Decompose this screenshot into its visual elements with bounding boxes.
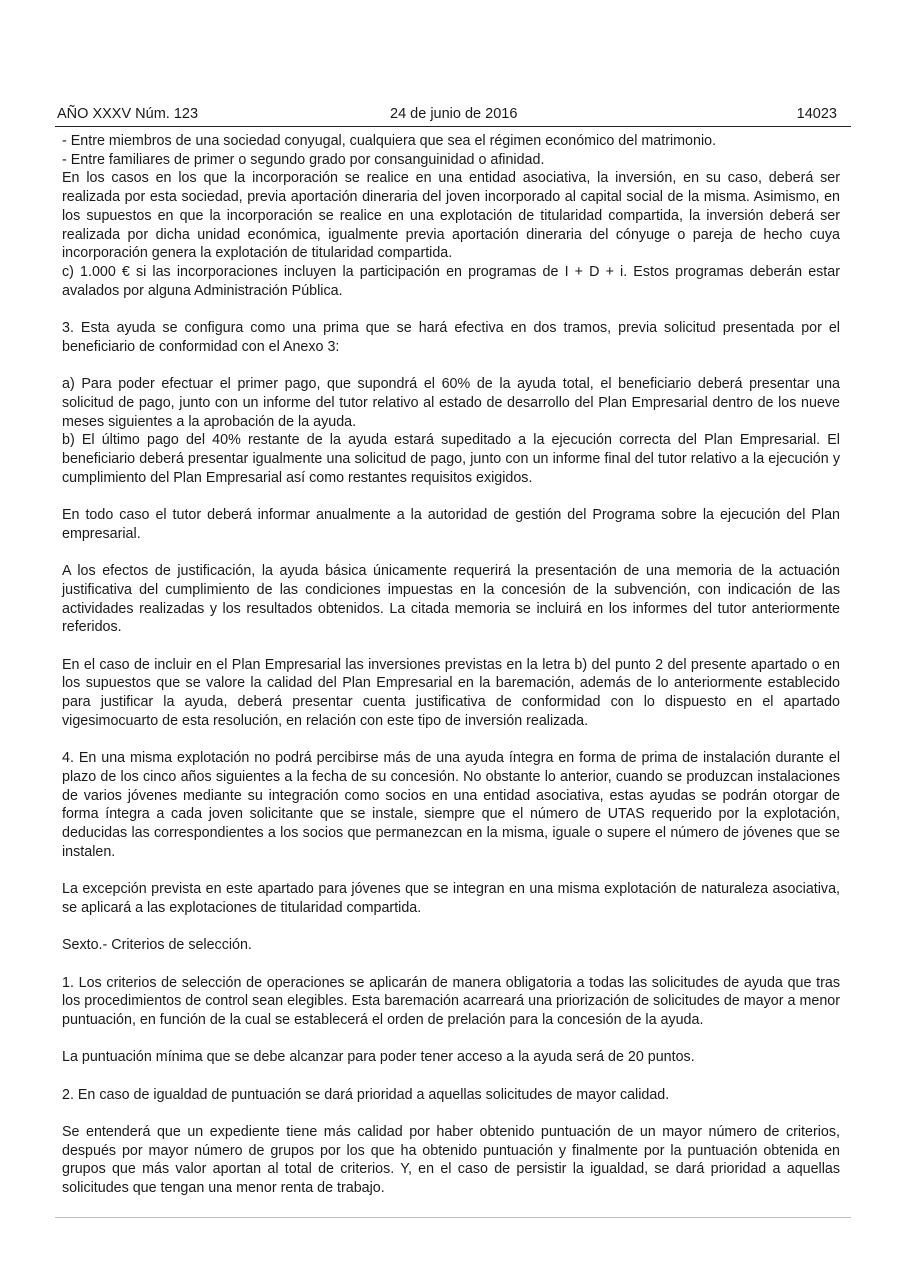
paragraph-excepcion: La excepción prevista en este apartado para jóvenes que se integran en una misma explotación de naturaleza asociativa, se aplicará a las explotaciones de titularidad compartida. (62, 881, 840, 916)
paragraph-calidad: Se entenderá que un expediente tiene más calidad por haber obtenido puntuación de un mayor número de criterios, después por mayor número de grupos por los que ha obtenido puntuación y finalmente por la puntuación obtenida en grupos que más valor aportan al total de criterios. Y, en el caso de persistir la igualdad, se dará prioridad a aquellas solicitudes que tengan una menor renta de trabajo. (62, 1124, 840, 1197)
paragraph-3a: a) Para poder efectuar el primer pago, que supondrá el 60% de la ayuda total, el beneficiario deberá presentar una solicitud de pago, junto con un informe del tutor relativo al estado de desarrollo del Plan Empresarial dentro de los nueve meses siguientes a la aprobación de la ayuda. (62, 376, 840, 430)
paragraph-seleccion-2: 2. En caso de igualdad de puntuación se dará prioridad a aquellas solicitudes de mayor calidad. (62, 1086, 670, 1103)
paragraph-inversiones: En el caso de incluir en el Plan Empresarial las inversiones previstas en la letra b) del punto 2 del presente apartado o en los supuestos que se valore la calidad del Plan Empresarial en la baremación, además de lo anteriormente establecido para justificar la ayuda, deberá presentar cuenta justificativa de conformidad con lo dispuesto en el apartado vigesimocuarto de esta resolución, en relación con este tipo de inversión realizada. (62, 656, 840, 729)
paragraph-4: 4. En una misma explotación no podrá percibirse más de una ayuda íntegra en forma de prima de instalación durante el plazo de los cinco años siguientes a la fecha de su concesión. No obstante lo anterior, cuando se produzcan instalaciones de varios jóvenes mediante su integración como socios en una entidad asociativa, estas ayudas se podrán otorgar de forma íntegra a cada joven solicitante que se instale, siempre que el número de UTAS requerido por la explotación, deducidas las correspondientes a los socios que permanezcan en la misma, iguale o supere el número de jóvenes que se instalen. (62, 750, 840, 860)
publication-date: 24 de junio de 2016 (390, 106, 518, 122)
paragraph-seleccion-1: 1. Los criterios de selección de operaciones se aplicarán de manera obligatoria a todas las solicitudes de ayuda que tras los procedimientos de control sean elegibles. Esta baremación acarreará una priorización de solicitudes de mayor a menor puntuación, en función de la cual se establecerá el orden de prelación para la concesión de la ayuda. (62, 974, 840, 1028)
document-body (62, 132, 840, 1198)
issue-number: AÑO XXXV Núm. 123 (57, 106, 199, 122)
paragraph-c-idi: c) 1.000 € si las incorporaciones incluyen la participación en programas de I + D + i. Estos programas deberán estar avalados por alguna Administración Pública. (62, 263, 840, 299)
paragraph-tutor: En todo caso el tutor deberá informar anualmente a la autoridad de gestión del Programa sobre la ejecución del Plan empresarial. (62, 507, 840, 542)
paragraph-entidad-asociativa: En los casos en los que la incorporación se realice en una entidad asociativa, la inversión, en su caso, deberá ser realizada por esta sociedad, previa aportación dineraria del joven incorporado al capital social de la misma. Asimismo, en los supuestos en que la incorporación se realice en una explotación de titularidad compartida, la inversión deberá ser realizada por dicha unidad económica, igualmente previa aportación dineraria del cónyuge o pareja de hecho cuya incorporación genera la explotación de titularidad compartida. (62, 170, 840, 262)
paragraph-conyugal: - Entre miembros de una sociedad conyugal, cualquiera que sea el régimen económico del matrimonio. (62, 133, 717, 149)
page-number: 14023 (796, 106, 837, 122)
footer-divider (55, 1217, 851, 1218)
paragraph-3b: b) El último pago del 40% restante de la ayuda estará supeditado a la ejecución correcta del Plan Empresarial. El beneficiario deberá presentar igualmente una solicitud de pago, junto con un informe final del tutor relativo a la ejecución y cumplimiento del Plan Empresarial así como restantes requisitos exigidos. (62, 432, 840, 486)
paragraph-familiares: - Entre familiares de primer o segundo grado por consanguinidad o afinidad. (62, 151, 545, 168)
section-heading-sexto: Sexto.- Criterios de selección. (62, 937, 252, 954)
paragraph-justificacion: A los efectos de justificación, la ayuda básica únicamente requerirá la presentación de una memoria de la actuación justificativa del cumplimiento de las condiciones impuestas en la concesión de la subvención, con indicación de las actividades realizadas y los resultados obtenidos. La citada memoria se incluirá en los informes del tutor anteriormente referidos. (62, 563, 840, 636)
paragraph-puntuacion-minima: La puntuación mínima que se debe alcanzar para poder tener acceso a la ayuda será de 20 puntos. (62, 1049, 695, 1066)
paragraph-3: 3. Esta ayuda se configura como una prima que se hará efectiva en dos tramos, previa solicitud presentada por el beneficiario de conformidad con el Anexo 3: (62, 320, 840, 355)
page-header (55, 104, 851, 127)
